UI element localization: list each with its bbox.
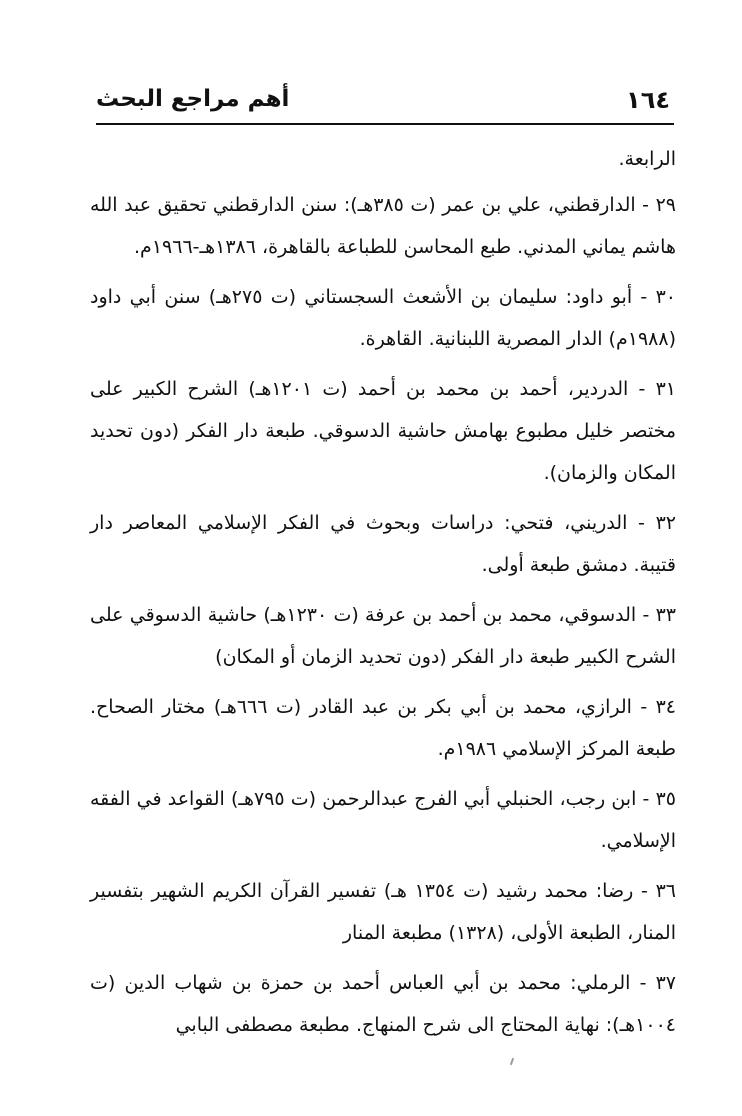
reference-entry-36: ٣٦ - رضا: محمد رشيد (ت ١٣٥٤ هـ) تفسير القرآن الكريم الشهير بتفسير المنار، الطبعة الأولى، (١٣٢٨) مطبعة المنار <box>90 880 676 944</box>
references-list <box>90 138 676 1054</box>
reference-entry-37: ٣٧ - الرملي: محمد بن أبي العباس أحمد بن حمزة بن شهاب الدين (ت ١٠٠٤هـ): نهاية المحتاج الى شرح المنهاج. مطبعة مصطفى البابي <box>90 972 676 1036</box>
reference-entry-33: ٣٣ - الدسوقي، محمد بن أحمد بن عرفة (ت ١٢٣٠هـ) حاشية الدسوقي على الشرح الكبير طبعة دار الفكر (دون تحديد الزمان أو المكان) <box>90 604 677 668</box>
reference-entry-35: ٣٥ - ابن رجب، الحنبلي أبي الفرج عبدالرحمن (ت ٧٩٥هـ) القواعد في الفقه الإسلامي. <box>90 788 676 852</box>
header-rule <box>96 123 674 125</box>
reference-entry-31: ٣١ - الدردير، أحمد بن محمد بن أحمد (ت ١٢٠١هـ) الشرح الكبير على مختصر خليل مطبوع بهامش حاشية الدسوقي. طبعة دار الفكر (دون تحديد المكان والزمان). <box>90 378 676 484</box>
scan-speck <box>510 1058 514 1065</box>
reference-entry-continuation: الرابعة. <box>618 148 676 170</box>
reference-entry-30: ٣٠ - أبو داود: سليمان بن الأشعث السجستاني (ت ٢٧٥هـ) سنن أبي داود (١٩٨٨م) الدار المصرية اللبنانية. القاهرة. <box>90 286 676 350</box>
reference-entry-34: ٣٤ - الرازي، محمد بن أبي بكر بن عبد القادر (ت ٦٦٦هـ) مختار الصحاح. طبعة المركز الإسلامي ١٩٨٦م. <box>90 696 676 760</box>
page-number: ١٦٤ <box>626 86 670 114</box>
reference-entry-29: ٢٩ - الدارقطني، علي بن عمر (ت ٣٨٥هـ): سنن الدارقطني تحقيق عبد الله هاشم يماني المدني. طبع المحاسن للطباعة بالقاهرة، ١٣٨٦هـ-١٩٦٦م. <box>90 194 676 258</box>
running-title: أهم مراجع البحث <box>96 86 290 112</box>
page-header <box>96 82 674 122</box>
reference-entry-32: ٣٢ - الدريني، فتحي: دراسات وبحوث في الفكر الإسلامي المعاصر دار قتيبة. دمشق طبعة أولى. <box>90 512 676 576</box>
